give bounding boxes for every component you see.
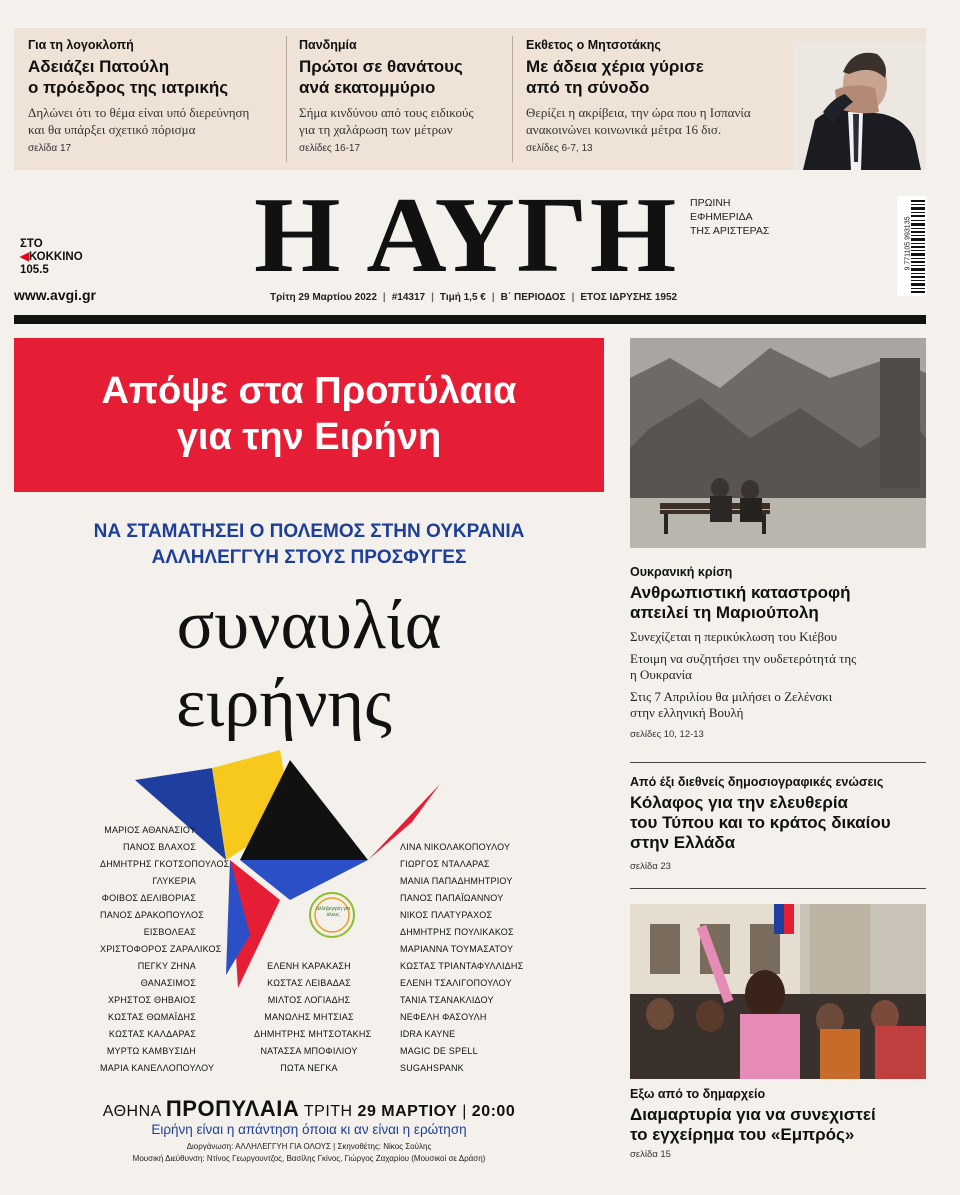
teaser-kicker: Για τη λογοκλοπή <box>28 38 134 52</box>
concert-title <box>14 587 604 742</box>
divider <box>286 36 287 162</box>
venue-place: ΠΡΟΠΥΛΑΙΑ <box>165 1096 300 1121</box>
story-item: Συνεχίζεται η περικύκλωση του Κιέβου <box>630 629 838 644</box>
artist-name: ΚΩΣΤΑΣ ΛΕΙΒΑΔΑΣ <box>267 978 351 988</box>
artists-column-3 <box>400 839 524 1077</box>
artist-name: ΜΙΛΤΟΣ ΛΟΓΙΑΔΗΣ <box>267 995 351 1005</box>
photo-protest <box>630 904 926 1079</box>
story-kicker: Από έξι διεθνείς δημοσιογραφικές ενώσεις <box>630 775 884 789</box>
teaser-headline: Με άδεια χέρια γύρισε από τη σύνοδο <box>526 57 704 97</box>
barcode-number: 9 771105 993135 <box>904 216 912 271</box>
artist-name: ΘΑΝΑΣΙΜΟΣ <box>140 978 196 988</box>
story-mariupol[interactable] <box>630 565 926 740</box>
story-kicker: Ουκρανική κρίση <box>630 565 733 579</box>
concert-title-line: ειρήνης <box>176 665 392 742</box>
teaser-page: σελίδα 17 <box>28 143 72 154</box>
story-kicker: Εξω από το δημαρχείο <box>630 1087 766 1101</box>
issue-date: Τρίτη 29 Μαρτίου 2022 <box>270 292 377 303</box>
artist-name: ΓΛΥΚΕΡΙΑ <box>152 876 196 886</box>
artist-name: ΛΙΝΑ ΝΙΚΟΛΑΚΟΠΟΥΛΟΥ <box>400 842 511 852</box>
story-page: σελίδα 23 <box>630 861 671 872</box>
venue-line: ΑΘΗΝΑ ΠΡΟΠΥΛΑΙΑ ΤΡΙΤΗ 29 ΜΑΡΤΙΟΥ | 20:00 <box>102 1096 516 1121</box>
teaser-band <box>14 28 926 170</box>
teaser-headline: Αδειάζει Πατούλη ο πρόεδρος της ιατρικής <box>28 57 229 97</box>
issue-info: Τρίτη 29 Μαρτίου 2022 | #14317 | Τιμή 1,5 € | Β΄ ΠΕΡΙΟΔΟΣ | ΕΤΟΣ ΙΔΡΥΣΗΣ 1952 <box>270 292 678 303</box>
teaser-headline: Πρώτοι σε θανάτους ανά εκατομμύριο <box>299 57 463 97</box>
radio-logo-line: ΣΤΟ <box>20 238 43 250</box>
artist-name: ΜΑΡΙΑ ΚΑΝΕΛΛΟΠΟΥΛΟΥ <box>100 1063 215 1073</box>
artist-name: ΜΑΝΩΛΗΣ ΜΗΤΣΙΑΣ <box>264 1012 354 1022</box>
artist-name: ΧΡΗΣΤΟΣ ΘΗΒΑΙΟΣ <box>107 995 196 1005</box>
artist-name: ΔΗΜΗΤΡΗΣ ΠΟΥΛΙΚΑΚΟΣ <box>400 927 514 937</box>
story-headline: Διαμαρτυρία για να συνεχιστεί το εγχείρημα του «Εμπρός» <box>630 1105 876 1144</box>
artist-name: MAGIC DE SPELL <box>400 1046 478 1056</box>
radio-logo-line: ◀ΚΟΚΚΙΝΟ <box>20 251 83 263</box>
artist-name: ΓΙΩΡΓΟΣ ΝΤΑΛΑΡΑΣ <box>400 859 490 869</box>
artist-name: ΠΕΓΚΥ ΖΗΝΑ <box>137 961 196 971</box>
issue-period: Β΄ ΠΕΡΙΟΔΟΣ <box>500 292 566 303</box>
slogan: ΝΑ ΣΤΑΜΑΤΗΣΕΙ Ο ΠΟΛΕΜΟΣ ΣΤΗΝ ΟΥΚΡΑΝΙΑ <box>93 521 525 542</box>
newspaper-title: Η ΑΥΓΗ <box>254 176 679 295</box>
artist-name: ΝΕΦΕΛΗ ΦΑΣΟΥΛΗ <box>400 1012 487 1022</box>
barcode <box>897 196 927 296</box>
artist-name: ΠΩΤΑ ΝΕΓΚΑ <box>280 1063 338 1073</box>
artist-name: ΠΑΝΟΣ ΠΑΠΑΪΩΑΝΝΟΥ <box>400 893 504 903</box>
venue-day: ΤΡΙΤΗ <box>303 1103 353 1120</box>
artist-name: ΜΥΡΤΩ ΚΑΜΒΥΣΙΔΗ <box>106 1046 196 1056</box>
artist-name: ΔΗΜΗΤΡΗΣ ΜΗΤΣΟΤΑΚΗΣ <box>254 1029 372 1039</box>
website-link[interactable]: www.avgi.gr <box>14 287 96 303</box>
teaser-plagiarism[interactable] <box>28 38 249 154</box>
radio-logo[interactable] <box>20 238 83 277</box>
artist-name: ΦΟΙΒΟΣ ΔΕΛΙΒΟΡΙΑΣ <box>101 893 196 903</box>
concert-title-line: συναυλία <box>176 587 442 664</box>
artist-name: ΠΑΝΟΣ ΒΛΑΧΟΣ <box>122 842 196 852</box>
teaser-page: σελίδες 16-17 <box>299 143 361 154</box>
ad-slogans <box>14 519 604 571</box>
photo-mariupol <box>630 338 926 548</box>
headline-banner[interactable] <box>14 338 604 492</box>
slogan: ΑΛΛΗΛΕΓΓΥΗ ΣΤΟΥΣ ΠΡΟΣΦΥΓΕΣ <box>151 547 467 568</box>
solidarity-badge-label: αλληλεγγύη για όλους <box>316 906 350 918</box>
teaser-kicker: Πανδημία <box>299 38 357 52</box>
artist-name: ΠΑΝΟΣ ΔΡΑΚΟΠΟΥΛΟΣ <box>100 910 204 920</box>
story-headline: Κόλαφος για την ελευθερία του Τύπου και το κράτος δικαίου στην Ελλάδα <box>630 793 891 852</box>
issue-founded: ΕΤΟΣ ΙΔΡΥΣΗΣ 1952 <box>580 292 678 303</box>
artist-name: ΚΩΣΤΑΣ ΚΑΛΔΑΡΑΣ <box>108 1029 196 1039</box>
tagline: ΠΡΩΙΝΗ ΕΦΗΜΕΡΙΔΑ ΤΗΣ ΑΡΙΣΤΕΡΑΣ <box>690 197 770 237</box>
teaser-pandemic[interactable] <box>299 38 474 154</box>
story-press-freedom[interactable] <box>630 775 926 872</box>
teaser-mitsotakis[interactable] <box>526 38 751 154</box>
artist-name: ΜΑΝΙΑ ΠΑΠΑΔΗΜΗΤΡΙΟΥ <box>400 876 513 886</box>
teaser-photo-mitsotakis <box>793 42 926 170</box>
teaser-dek: Θερίζει η ακρίβεια, την ώρα που η Ισπανία ανακοινώνει κοινωνικά μέτρα 16 δισ. <box>526 105 751 137</box>
artist-name: ΝΑΤΑΣΣΑ ΜΠΟΦΙΛΙΟΥ <box>260 1046 358 1056</box>
story-item: Ετοιμη να συζητήσει την ουδετερότητά της η Ουκρανία <box>630 651 857 682</box>
issue-number: #14317 <box>391 292 426 303</box>
artist-name: ΕΛΕΝΗ ΚΑΡΑΚΑΣΗ <box>267 961 351 971</box>
play-arrow-icon: ◀ <box>20 251 29 263</box>
divider <box>630 762 926 763</box>
ad-credits: Διοργάνωση: ΑΛΛΗΛΕΓΓΥΗ ΓΙΑ ΟΛΟΥΣ | Σκηνοθέτης: Νίκος Σούλης Μουσική Διεύθυνση: Ντίνος Γεωργουντζος, Βασίλης Γκίνος, Γιώργος Ζαχαρίου (Μουσικοί σε Δράση) <box>132 1142 486 1163</box>
artist-name: ΝΙΚΟΣ ΠΛΑΤΥΡΑΧΟΣ <box>400 910 493 920</box>
teaser-kicker: Εκθετος ο Μητσοτάκης <box>526 38 661 52</box>
artist-name: SUGAHSPANK <box>400 1063 464 1073</box>
radio-frequency: 105.5 <box>20 264 49 276</box>
artist-name: ΕΙΣΒΟΛΕΑΣ <box>143 927 196 937</box>
venue-time: 20:00 <box>471 1103 516 1120</box>
teaser-dek: Δηλώνει ότι το θέμα είναι υπό διερεύνηση και θα υπάρξει σχετικό πόρισμα <box>28 105 250 137</box>
story-page: σελίδα 15 <box>630 1149 671 1160</box>
artist-name: ΧΡΙΣΤΟΦΟΡΟΣ ΖΑΡΑΛΙΚΟΣ <box>100 944 222 954</box>
divider <box>630 888 926 889</box>
artist-name: ΜΑΡΙΟΣ ΑΘΑΝΑΣΙΟΥ <box>104 825 196 835</box>
masthead-rule <box>14 315 926 324</box>
venue-city: ΑΘΗΝΑ <box>102 1103 161 1120</box>
banner-line: για την Ειρήνη <box>176 416 442 458</box>
artists-column-2 <box>254 958 372 1077</box>
story-item: Στις 7 Απριλίου θα μιλήσει ο Ζελένσκι στην ελληνική Βουλή <box>630 689 833 720</box>
artists-column-1 <box>100 822 230 1077</box>
artist-name: ΜΑΡΙΑΝΝΑ ΤΟΥΜΑΣΑΤΟΥ <box>400 944 514 954</box>
teaser-dek: Σήμα κινδύνου από τους ειδικούς για τη χαλάρωση των μέτρων <box>299 105 474 137</box>
ad-motto: Ειρήνη είναι η απάντηση όποια κι αν είναι η ερώτηση <box>151 1122 467 1137</box>
artist-name: ΚΩΣΤΑΣ ΘΩΜΑΪΔΗΣ <box>108 1012 196 1022</box>
banner-line: Απόψε στα Προπύλαια <box>101 370 517 412</box>
story-embros[interactable] <box>630 1087 926 1160</box>
artist-name: ΚΩΣΤΑΣ ΤΡΙΑΝΤΑΦΥΛΛΙΔΗΣ <box>400 961 524 971</box>
artist-name: ΔΗΜΗΤΡΗΣ ΓΚΟΤΣΟΠΟΥΛΟΣ <box>100 859 230 869</box>
venue-date: 29 ΜΑΡΤΙΟΥ <box>357 1103 458 1120</box>
artist-name: ΤΑΝΙΑ ΤΣΑΝΑΚΛΙΔΟΥ <box>400 995 494 1005</box>
issue-price: Τιμή 1,5 € <box>439 292 486 303</box>
story-page: σελίδες 10, 12-13 <box>630 729 704 740</box>
artist-name: IDRA KAYNE <box>400 1029 456 1039</box>
divider <box>512 36 513 162</box>
story-headline: Ανθρωπιστική καταστροφή απειλεί τη Μαριούπολη <box>630 583 851 622</box>
teaser-page: σελίδες 6-7, 13 <box>526 143 593 154</box>
artist-name: ΕΛΕΝΗ ΤΣΑΛΙΓΟΠΟΥΛΟΥ <box>400 978 512 988</box>
